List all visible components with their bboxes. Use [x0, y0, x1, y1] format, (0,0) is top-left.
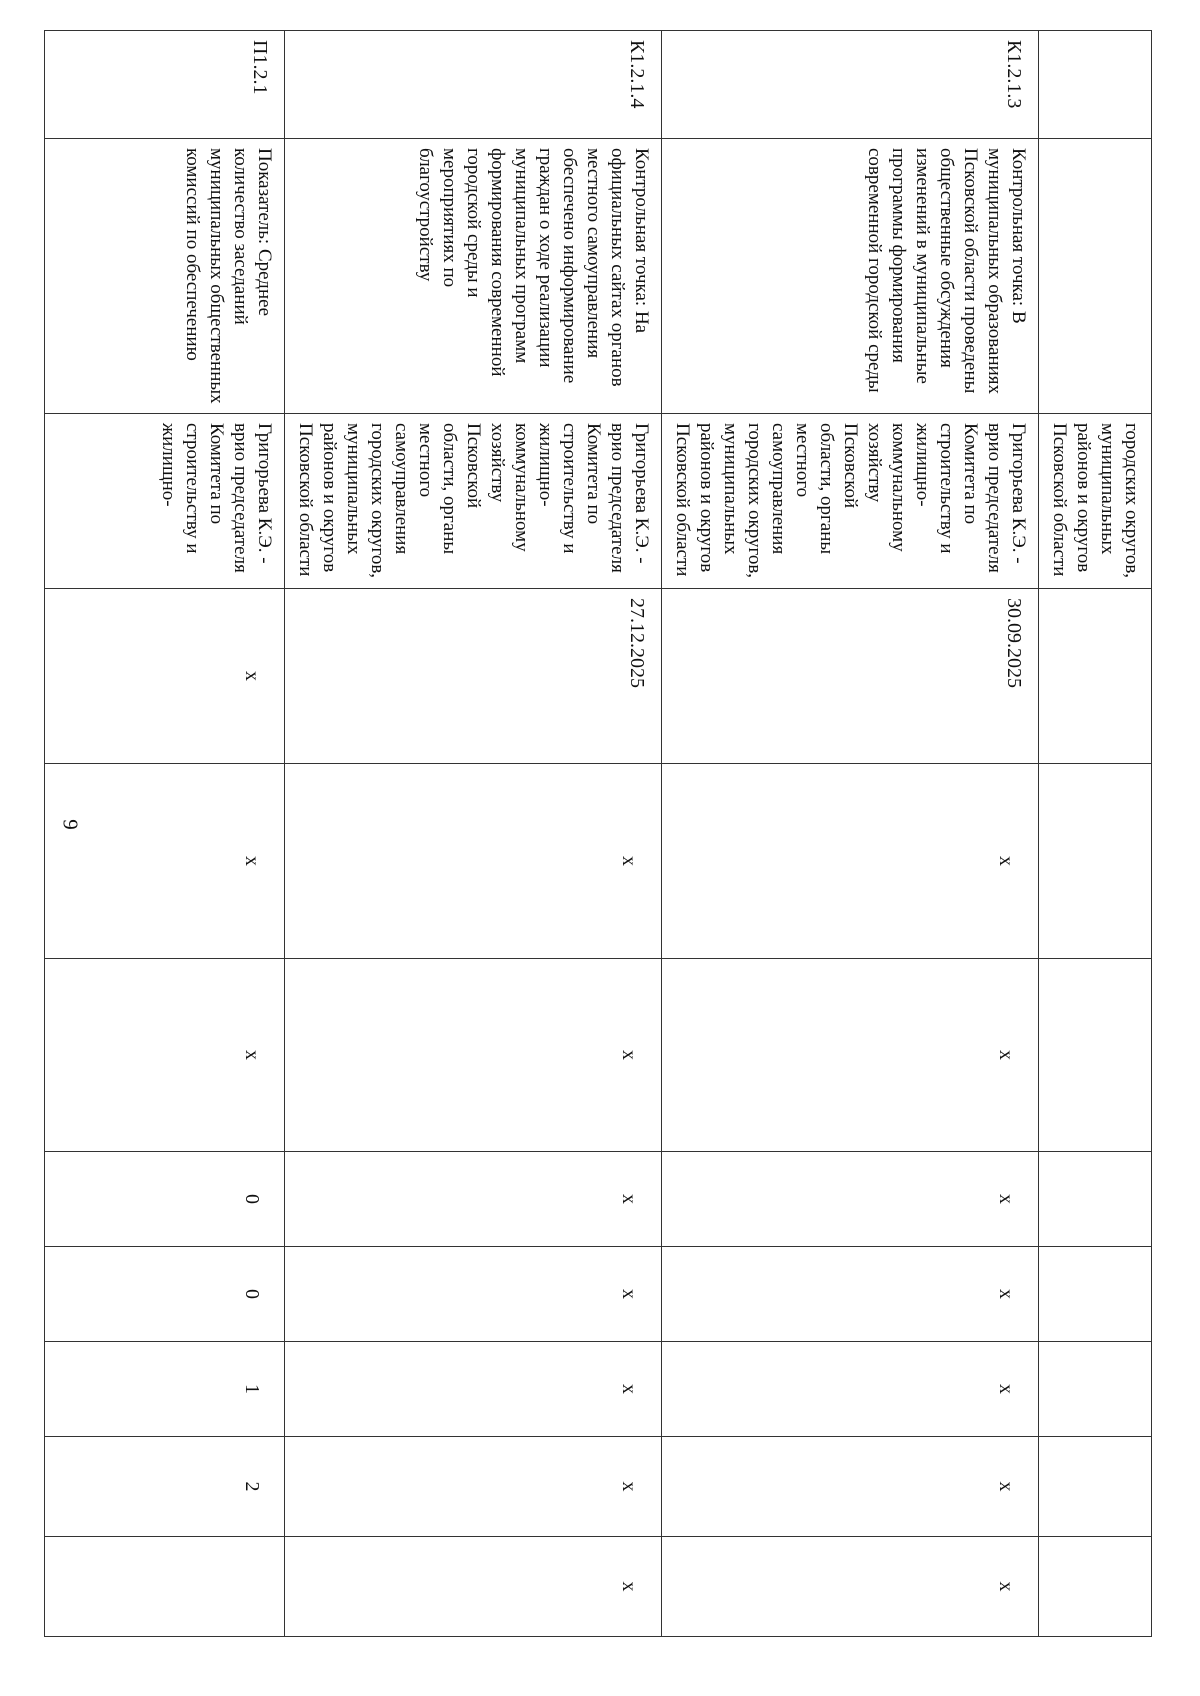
table-row — [1039, 31, 1152, 1637]
row-value-5: 1 — [45, 1342, 285, 1437]
row-name: Контрольная точка: На официальных сайтах органов местного самоуправления обеспечено информирование граждан о ходе реализации муниципальных программ формирования современной городской среды и мероприятиях по благоустройству — [285, 139, 662, 414]
row-value-1 — [1039, 764, 1152, 959]
row-value-3: 0 — [45, 1152, 285, 1247]
row-responsible: Григорьева К.Э. - врио председателя Комитета по строительству и жилищно- — [45, 414, 285, 589]
row-value-7 — [45, 1537, 285, 1637]
row-value-1: x — [662, 764, 1039, 959]
row-value-7: x — [285, 1537, 662, 1637]
rotated-table-container — [112, 30, 1152, 1636]
row-value-4: 0 — [45, 1247, 285, 1342]
table-row — [662, 31, 1039, 1637]
row-value-6: x — [285, 1437, 662, 1537]
row-value-2: x — [45, 959, 285, 1152]
row-value-6: x — [662, 1437, 1039, 1537]
row-name: Контрольная точка: В муниципальных образованиях Псковской области проведены общественные обсуждения изменений в муниципальные программы формирования современной городской среды — [662, 139, 1039, 414]
row-deadline: x — [45, 589, 285, 764]
row-value-3: x — [285, 1152, 662, 1247]
row-value-7 — [1039, 1537, 1152, 1637]
row-code — [1039, 31, 1152, 139]
row-code: П1.2.1 — [45, 31, 285, 139]
row-value-1: x — [285, 764, 662, 959]
row-value-1: x — [45, 764, 285, 959]
row-value-5: x — [662, 1342, 1039, 1437]
row-value-5: x — [285, 1342, 662, 1437]
row-value-2: x — [285, 959, 662, 1152]
row-value-3 — [1039, 1152, 1152, 1247]
row-value-6: 2 — [45, 1437, 285, 1537]
row-name — [1039, 139, 1152, 414]
row-value-6 — [1039, 1437, 1152, 1537]
row-deadline: 27.12.2025 — [285, 589, 662, 764]
row-code: К1.2.1.4 — [285, 31, 662, 139]
row-value-4: x — [662, 1247, 1039, 1342]
row-value-4: x — [285, 1247, 662, 1342]
row-deadline: 30.09.2025 — [662, 589, 1039, 764]
row-value-4 — [1039, 1247, 1152, 1342]
row-responsible: городских округов, муниципальных районов и округов Псковской области — [1039, 414, 1152, 589]
plan-table — [44, 30, 1152, 1637]
table-row — [45, 31, 285, 1637]
row-value-2: x — [662, 959, 1039, 1152]
row-value-7: x — [662, 1537, 1039, 1637]
table-row — [285, 31, 662, 1637]
row-value-3: x — [662, 1152, 1039, 1247]
row-responsible: Григорьева К.Э. - врио председателя Комитета по строительству и жилищно-коммунальному хозяйству Псковской области, органы местного самоуправления городских округов, муниципальных районов и округов Псковской области — [285, 414, 662, 589]
page-number: 9 — [58, 819, 83, 830]
row-deadline — [1039, 589, 1152, 764]
row-code: К1.2.1.3 — [662, 31, 1039, 139]
row-name: Показатель: Среднее количество заседаний муниципальных общественных комиссий по обеспечению — [45, 139, 285, 414]
row-value-2 — [1039, 959, 1152, 1152]
row-value-5 — [1039, 1342, 1152, 1437]
row-responsible: Григорьева К.Э. - врио председателя Комитета по строительству и жилищно-коммунальному хозяйству Псковской области, органы местного самоуправления городских округов, муниципальных районов и округов Псковской области — [662, 414, 1039, 589]
